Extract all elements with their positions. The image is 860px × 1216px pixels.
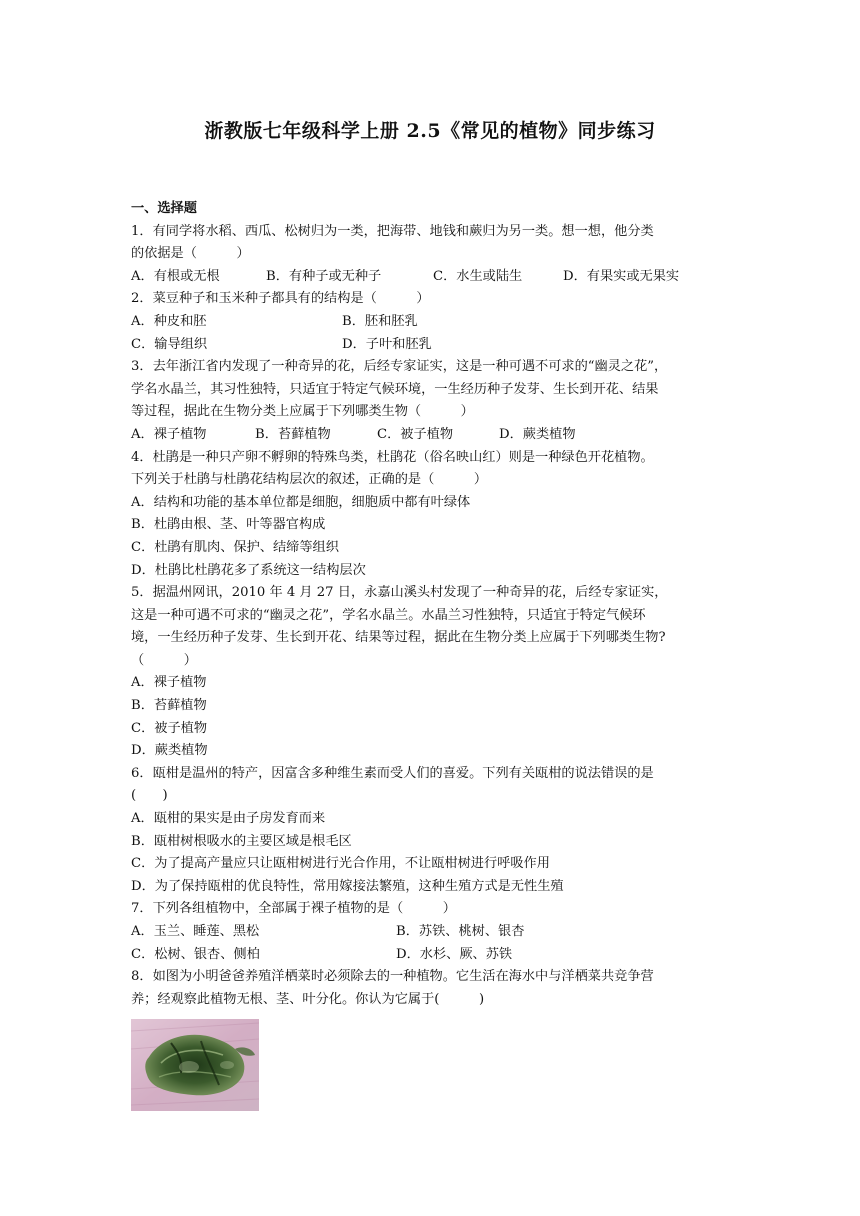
q5-stem-line4: （ ） bbox=[131, 652, 197, 668]
q3-stem-line1: 3．去年浙江省内发现了一种奇异的花，后经专家证实，这是一种可遇不可求的“幽灵之花”， bbox=[131, 359, 668, 375]
q6-option-a: A．瓯柑的果实是由子房发育而来 bbox=[131, 811, 326, 827]
q1-stem-line1: 1．有同学将水稻、西瓜、松树归为一类，把海带、地钱和蕨归为另一类。想一想，他分类 bbox=[131, 223, 654, 239]
q4-option-c: C．杜鹃有肌肉、保护、结缔等组织 bbox=[131, 539, 339, 555]
q3-stem-line3: 等过程，据此在生物分类上应属于下列哪类生物（ ） bbox=[131, 404, 474, 420]
q7-options-row2 bbox=[131, 944, 731, 967]
q4-option-b: B．杜鹃由根、茎、叶等器官构成 bbox=[131, 517, 326, 533]
q1-option-d: D．有果实或无果实 bbox=[563, 268, 680, 284]
q5-option-a: A．裸子植物 bbox=[131, 675, 207, 691]
q1-options bbox=[131, 266, 731, 289]
q6-stem-line2: ( ) bbox=[131, 788, 168, 804]
q5-stem-line1: 5．据温州网讯，2010 年 4 月 27 日，永嘉山溪头村发现了一种奇异的花，后经专家证实， bbox=[131, 585, 668, 601]
q7-option-c: C．松树、银杏、侧柏 bbox=[131, 946, 260, 962]
q5-option-c: C．被子植物 bbox=[131, 720, 208, 736]
q3-option-a: A．裸子植物 bbox=[131, 426, 207, 442]
q3-options bbox=[131, 424, 731, 447]
q6-option-c: C．为了提高产量应只让瓯柑树进行光合作用，不让瓯柑树进行呼吸作用 bbox=[131, 856, 550, 872]
page-title: 浙教版七年级科学上册 2.5《常见的植物》同步练习 bbox=[204, 120, 656, 142]
q2-stem: 2．菜豆种子和玉米种子都具有的结构是（ ） bbox=[131, 291, 430, 307]
q5-stem-line3: 境，一生经历种子发芽、生长到开花、结果等过程，据此在生物分类上应属于下列哪类生物? bbox=[131, 630, 666, 646]
q2-option-c: C．输导组织 bbox=[131, 336, 208, 352]
question-list bbox=[131, 198, 731, 1111]
q7-option-a: A．玉兰、睡莲、黑松 bbox=[131, 924, 260, 939]
section-heading: 一、选择题 bbox=[131, 201, 197, 216]
q8-stem-line2: 养；经观察此植物无根、茎、叶分化。你认为它属于( ) bbox=[131, 991, 485, 1007]
q6-option-d: D．为了保持瓯柑的优良特性，常用嫁接法繁殖，这种生殖方式是无性生殖 bbox=[131, 878, 564, 894]
q1-option-b: B．有种子或无种子 bbox=[266, 268, 382, 284]
q2-option-b: B．胚和胚乳 bbox=[342, 313, 418, 329]
q7-stem: 7．下列各组植物中，全部属于裸子植物的是（ ） bbox=[131, 901, 456, 917]
q1-option-c: C．水生或陆生 bbox=[433, 268, 523, 284]
q2-option-a: A．种皮和胚 bbox=[131, 313, 207, 329]
q3-option-d: D．蕨类植物 bbox=[499, 426, 576, 442]
q7-option-d: D．水杉、厥、苏铁 bbox=[396, 946, 513, 962]
q2-option-d: D．子叶和胚乳 bbox=[342, 336, 432, 352]
q8-stem-line1: 8．如图为小明爸爸养殖洋栖菜时必须除去的一种植物。它生活在海水中与洋栖菜共竞争营 bbox=[131, 969, 654, 985]
q3-stem-line2: 学名水晶兰，其习性独特，只适宜于特定气候环境，一生经历种子发芽、生长到开花、结果 bbox=[131, 381, 659, 397]
seaweed-photo bbox=[131, 1019, 259, 1111]
q7-option-b: B．苏铁、桃树、银杏 bbox=[396, 924, 525, 939]
q5-option-d: D．蕨类植物 bbox=[131, 743, 208, 759]
q5-stem-line2: 这是一种可遇不可求的“幽灵之花”，学名水晶兰。水晶兰习性独特，只适宜于特定气候环 bbox=[131, 607, 646, 623]
q4-stem-line1: 4．杜鹃是一种只产卵不孵卵的特殊鸟类，杜鹃花（俗名映山红）则是一种绿色开花植物。 bbox=[131, 449, 654, 465]
q7-options-row1 bbox=[131, 921, 731, 944]
q4-option-d: D．杜鹃比杜鹃花多了系统这一结构层次 bbox=[131, 562, 366, 578]
q1-stem-line2: 的依据是（ ） bbox=[131, 246, 250, 262]
q2-options-row1 bbox=[131, 311, 731, 334]
q6-stem-line1: 6．瓯柑是温州的特产，因富含多种维生素而受人们的喜爱。下列有关瓯柑的说法错误的是 bbox=[131, 765, 654, 781]
q4-option-a: A．结构和功能的基本单位都是细胞，细胞质中都有叶绿体 bbox=[131, 494, 471, 510]
q1-option-a: A．有根或无根 bbox=[131, 268, 220, 284]
q2-options-row2 bbox=[131, 334, 731, 357]
q6-option-b: B．瓯柑树根吸水的主要区域是根毛区 bbox=[131, 833, 352, 849]
q5-option-b: B．苔藓植物 bbox=[131, 698, 207, 714]
q4-stem-line2: 下列关于杜鹃与杜鹃花结构层次的叙述，正确的是（ ） bbox=[131, 472, 488, 488]
q3-option-c: C．被子植物 bbox=[377, 426, 454, 442]
q3-option-b: B．苔藓植物 bbox=[255, 426, 331, 442]
seaweed-image bbox=[131, 1019, 259, 1111]
